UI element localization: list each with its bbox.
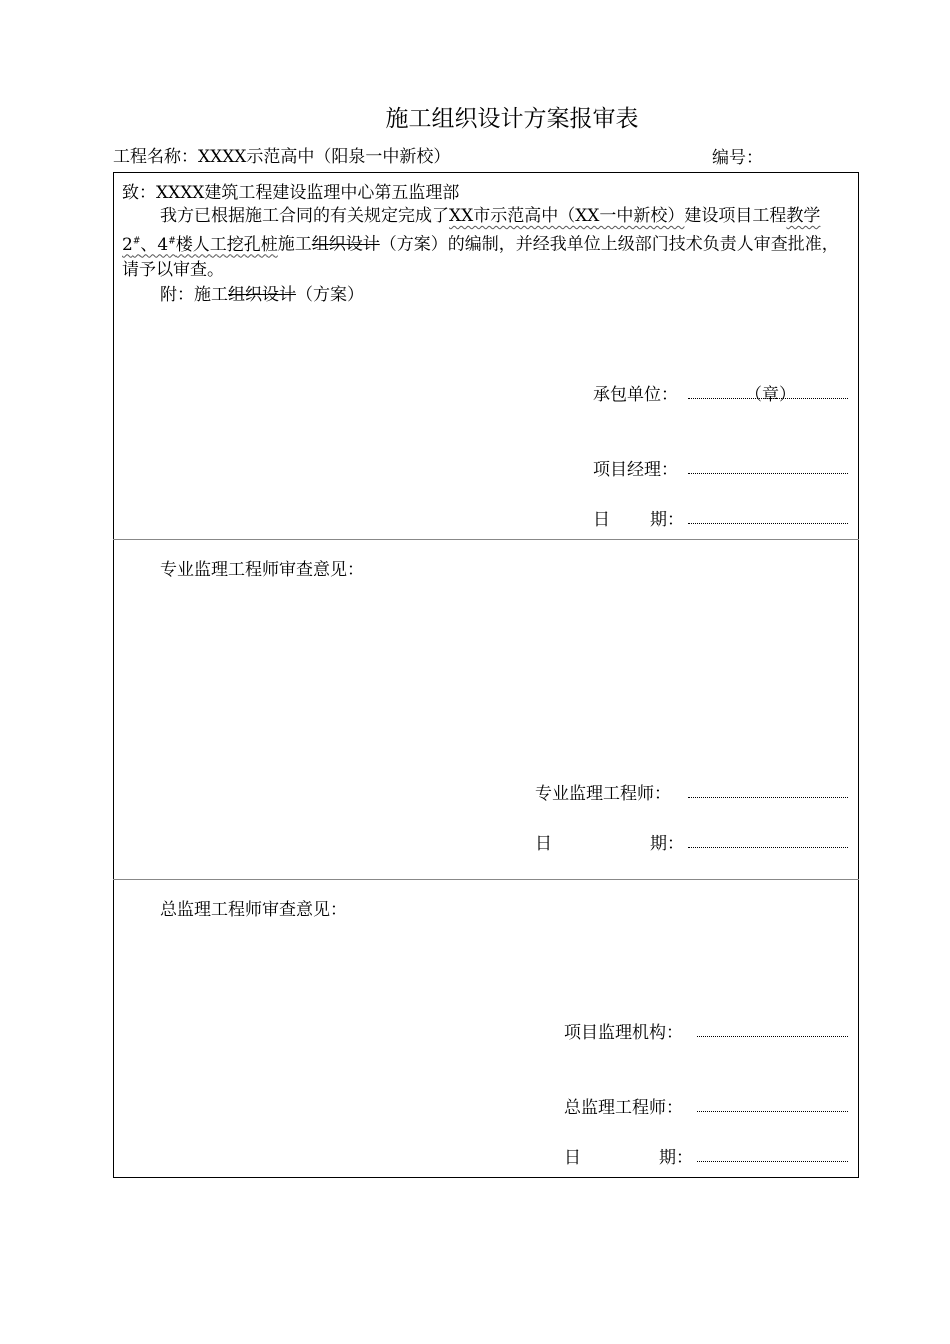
body-text: 我方已根据施工合同的有关规定完成了 bbox=[160, 206, 449, 226]
attachment-row bbox=[160, 280, 364, 305]
supervision-org-signature-line[interactable] bbox=[697, 1036, 848, 1037]
body-text: 责人审查批准，请予以审查。 bbox=[122, 234, 839, 280]
date-label-char-1: 日 bbox=[564, 1148, 581, 1168]
project-manager-label: 项目经理： bbox=[593, 460, 678, 480]
struck-text: 组织设计 bbox=[311, 234, 380, 255]
project-manager-signature-line[interactable] bbox=[688, 473, 848, 474]
engineer-date-line[interactable] bbox=[688, 847, 848, 848]
body-text: （方案）的编制，并经我单位上级部门技术负 bbox=[379, 234, 720, 255]
number-label: 编号： bbox=[712, 148, 763, 168]
approval-form-table bbox=[113, 172, 859, 1178]
date-label-char-2: 期： bbox=[650, 834, 684, 854]
contractor-label: 承包单位： bbox=[593, 385, 678, 405]
chief-engineer-signature-line[interactable] bbox=[697, 1111, 848, 1112]
section-divider-2 bbox=[113, 879, 859, 880]
addressee-row bbox=[122, 178, 459, 203]
body-text: 建设项目工 bbox=[684, 206, 770, 226]
chief-date-line[interactable] bbox=[697, 1161, 848, 1162]
building-sup: # bbox=[168, 236, 176, 246]
date-label-char-1: 日 bbox=[593, 510, 610, 530]
section-divider-1 bbox=[113, 539, 859, 540]
project-name-row bbox=[113, 142, 450, 167]
date-label-char-2: 期： bbox=[659, 1148, 693, 1168]
project-name-label: 工程名称： bbox=[113, 147, 198, 167]
building-text: 、4 bbox=[140, 234, 169, 255]
supervising-engineer-signature-line[interactable] bbox=[688, 797, 848, 798]
page-title: 施工组织设计方案报审表 bbox=[385, 106, 639, 132]
chief-engineer-label: 总监理工程师： bbox=[564, 1098, 683, 1118]
building-text: 楼人工挖孔桩 bbox=[175, 234, 278, 255]
chief-review-heading: 总监理工程师审查意见： bbox=[160, 900, 347, 920]
supervising-engineer-label: 专业监理工程师： bbox=[535, 784, 671, 804]
date-label-char-1: 日 bbox=[535, 834, 552, 854]
attachment-text: 附：施工 bbox=[160, 285, 228, 305]
supervision-org-label: 项目监理机构： bbox=[564, 1023, 683, 1043]
seal-label: （章） bbox=[745, 385, 796, 405]
project-name-value: XXXX示范高中（阳泉一中新校） bbox=[198, 147, 451, 167]
struck-text: 组织设计 bbox=[228, 285, 296, 305]
attachment-text: （方案） bbox=[296, 285, 364, 305]
building-text: 教学2 bbox=[122, 206, 821, 255]
submission-paragraph bbox=[122, 204, 852, 283]
body-text: 程 bbox=[769, 206, 787, 226]
engineer-review-heading: 专业监理工程师审查意见： bbox=[160, 560, 364, 580]
date-label-char-2: 期： bbox=[650, 510, 684, 530]
addressee-label: 致： bbox=[122, 183, 156, 203]
body-text: 施工 bbox=[277, 234, 312, 255]
building-sup: # bbox=[132, 236, 141, 246]
addressee-value: XXXX建筑工程建设监理中心第五监理部 bbox=[156, 183, 460, 203]
contractor-date-line[interactable] bbox=[688, 523, 848, 524]
project-reference: XX市示范高中（XX一中新校） bbox=[449, 206, 685, 226]
